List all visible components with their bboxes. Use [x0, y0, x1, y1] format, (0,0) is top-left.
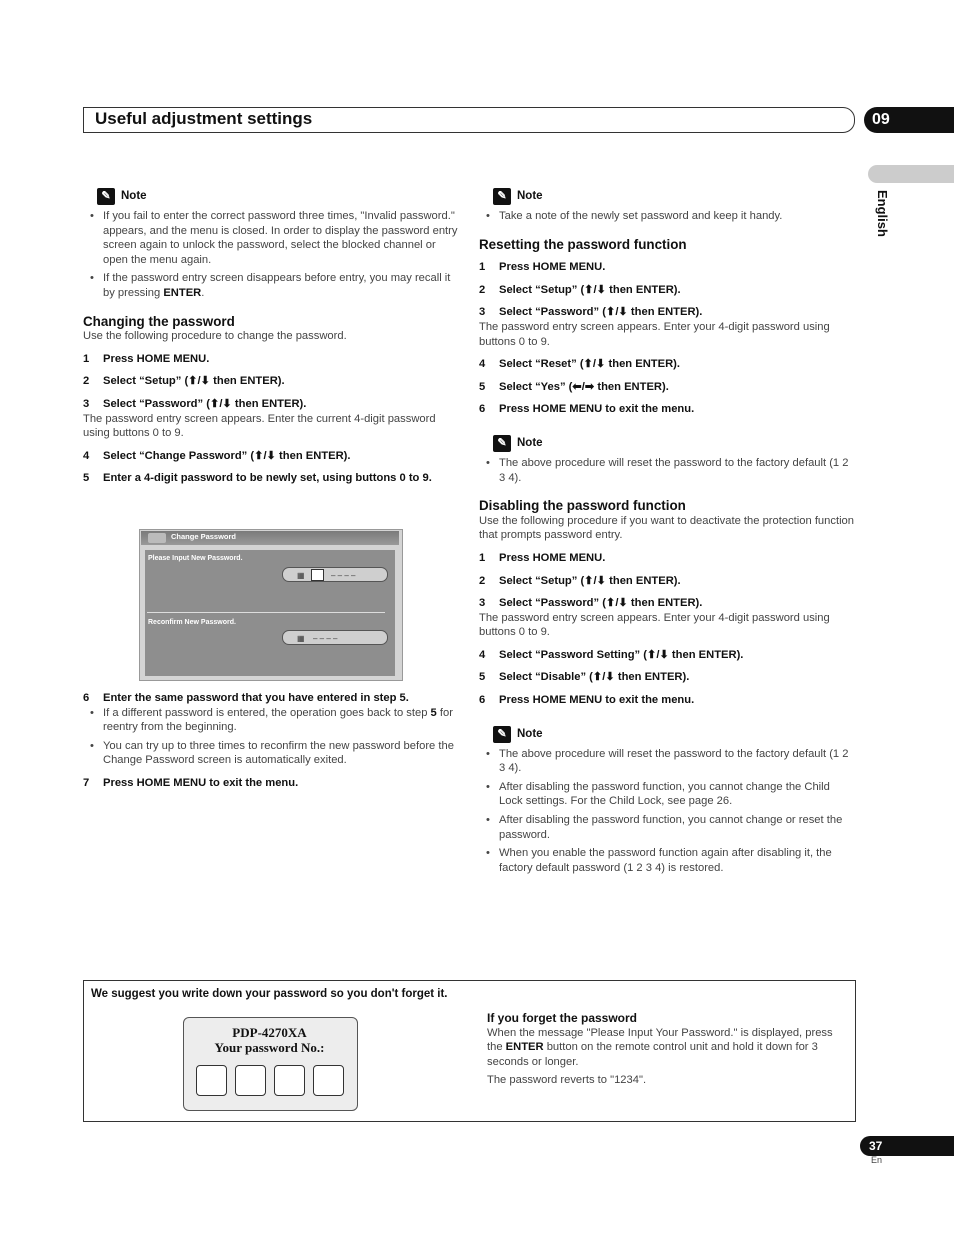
- password-digit-box: [274, 1065, 305, 1096]
- step: 1 Press HOME MENU.: [479, 551, 606, 564]
- note-list: [83, 209, 458, 301]
- note-heading: ✎ Note: [493, 435, 854, 452]
- step-description: The password entry screen appears. Enter the current 4-digit password using buttons 0 to 9.: [83, 412, 436, 440]
- digit-placeholders: – – – –: [313, 634, 338, 643]
- step: 5 Select “Yes” (⬅/➡ then ENTER).: [479, 380, 669, 393]
- section-heading: Changing the password: [83, 313, 235, 329]
- step: 4 Select “Change Password” (⬆/⬇ then ENTER).: [83, 449, 351, 462]
- screen-menu-icon: [148, 533, 166, 543]
- step: 2 Select “Setup” (⬆/⬇ then ENTER).: [83, 375, 285, 388]
- forgot-heading: If you forget the password: [487, 1011, 638, 1025]
- new-password-field[interactable]: [282, 567, 388, 582]
- list-item: • After disabling the password function, you cannot change the Child Lock settings. For the Child Lock, see page 26.: [499, 780, 854, 809]
- forgot-text: When the message "Please Input Your Password." is displayed, press the ENTER button on the remote control unit and hold it down for 3 seconds or longer.: [487, 1026, 833, 1068]
- step: 4 Select “Password Setting” (⬆/⬇ then ENTER).: [479, 648, 744, 661]
- note-heading: ✎ Note: [493, 188, 854, 205]
- reconfirm-password-field[interactable]: [282, 630, 388, 645]
- left-column: [83, 188, 458, 486]
- section-intro: Use the following procedure to change the password.: [83, 330, 347, 343]
- list-item: • If you fail to enter the correct password three times, "Invalid password." appears, and the menu is closed. In order to display the password entry screen again to unlock the password, select the blocked channel or open the menu again.: [103, 209, 458, 267]
- cursor-box: [311, 569, 324, 581]
- keypad-icon: ▦: [297, 634, 305, 643]
- section-intro: Use the following procedure if you want to deactivate the protection function that prompts password entry.: [479, 514, 855, 542]
- list-item: • The above procedure will reset the password to the factory default (1 2 3 4).: [499, 456, 854, 485]
- step-description: The password entry screen appears. Enter your 4-digit password using buttons 0 to 9.: [479, 320, 830, 348]
- step: 3 Select “Password” (⬆/⬇ then ENTER).: [479, 306, 703, 319]
- screen-title: Change Password: [171, 532, 237, 541]
- forgot-section: [487, 1011, 849, 1088]
- screen-label-reconfirm: Reconfirm New Password.: [148, 619, 236, 626]
- password-digit-box: [313, 1065, 344, 1096]
- note-list: [479, 456, 854, 485]
- step: 6 Press HOME MENU to exit the menu.: [479, 694, 695, 707]
- step6-list: [83, 706, 458, 768]
- password-digit-box: [235, 1065, 266, 1096]
- list-item: • You can try up to three times to reconfirm the new password before the Change Password screen is automatically exited.: [103, 739, 458, 768]
- step: 6 Enter the same password that you have entered in step 5.: [83, 692, 409, 704]
- revert-text: The password reverts to "1234".: [487, 1074, 647, 1087]
- chapter-number: 09: [864, 107, 954, 133]
- keypad-icon: ▦: [297, 571, 305, 580]
- note-heading: ✎ Note: [493, 726, 854, 743]
- language-label: English: [875, 190, 890, 237]
- card-label: Your password No.:: [214, 1040, 325, 1055]
- note-list: [479, 209, 854, 224]
- list-item: • If the password entry screen disappears before entry, you may recall it by pressing ENTER.: [103, 271, 458, 300]
- memo-title: We suggest you write down your password so you don't forget it.: [91, 988, 448, 1000]
- list-item: • If a different password is entered, the operation goes back to step 5 for reentry from the beginning.: [103, 706, 458, 735]
- section-heading: Disabling the password function: [479, 498, 686, 514]
- screen-label-new: Please Input New Password.: [148, 555, 243, 562]
- list-item: • The above procedure will reset the password to the factory default (1 2 3 4).: [499, 747, 854, 776]
- step: 7 Press HOME MENU to exit the menu.: [83, 776, 299, 789]
- step: 3 Select “Password” (⬆/⬇ then ENTER).: [479, 597, 703, 610]
- note-icon: ✎: [493, 188, 511, 205]
- step: 1 Press HOME MENU.: [479, 261, 606, 274]
- step: 4 Select “Reset” (⬆/⬇ then ENTER).: [479, 358, 680, 371]
- note-icon: ✎: [493, 726, 511, 743]
- step: 2 Select “Setup” (⬆/⬇ then ENTER).: [479, 283, 681, 296]
- page-number: 37: [860, 1136, 954, 1156]
- list-item: • Take a note of the newly set password and keep it handy.: [499, 209, 854, 224]
- right-column: [479, 188, 854, 879]
- note-list: [479, 747, 854, 876]
- card-model: PDP-4270XA: [232, 1025, 307, 1040]
- step: 3 Select “Password” (⬆/⬇ then ENTER).: [83, 397, 307, 410]
- note-heading: ✎ Note: [97, 188, 458, 205]
- step: 5 Select “Disable” (⬆/⬇ then ENTER).: [479, 671, 690, 684]
- page-lang: En: [871, 1155, 883, 1165]
- note-icon: ✎: [97, 188, 115, 205]
- left-column-lower: [83, 683, 458, 791]
- list-item: • After disabling the password function, you cannot change or reset the password.: [499, 813, 854, 842]
- step: 1 Press HOME MENU.: [83, 352, 210, 365]
- language-tab: [868, 165, 954, 183]
- step: 6 Press HOME MENU to exit the menu.: [479, 403, 695, 416]
- step: 5 Enter a 4-digit password to be newly set, using buttons 0 to 9.: [83, 472, 432, 485]
- password-digit-box: [196, 1065, 227, 1096]
- page-title: Useful adjustment settings: [95, 109, 313, 128]
- list-item: • When you enable the password function again after disabling it, the factory default password (1 2 3 4) is restored.: [499, 846, 854, 875]
- step-description: The password entry screen appears. Enter your 4-digit password using buttons 0 to 9.: [479, 611, 830, 639]
- screen-divider: [147, 612, 385, 613]
- step: 2 Select “Setup” (⬆/⬇ then ENTER).: [479, 574, 681, 587]
- card-text: [183, 1025, 356, 1055]
- digit-placeholders: – – – –: [331, 571, 356, 580]
- note-icon: ✎: [493, 435, 511, 452]
- section-heading: Resetting the password function: [479, 236, 687, 252]
